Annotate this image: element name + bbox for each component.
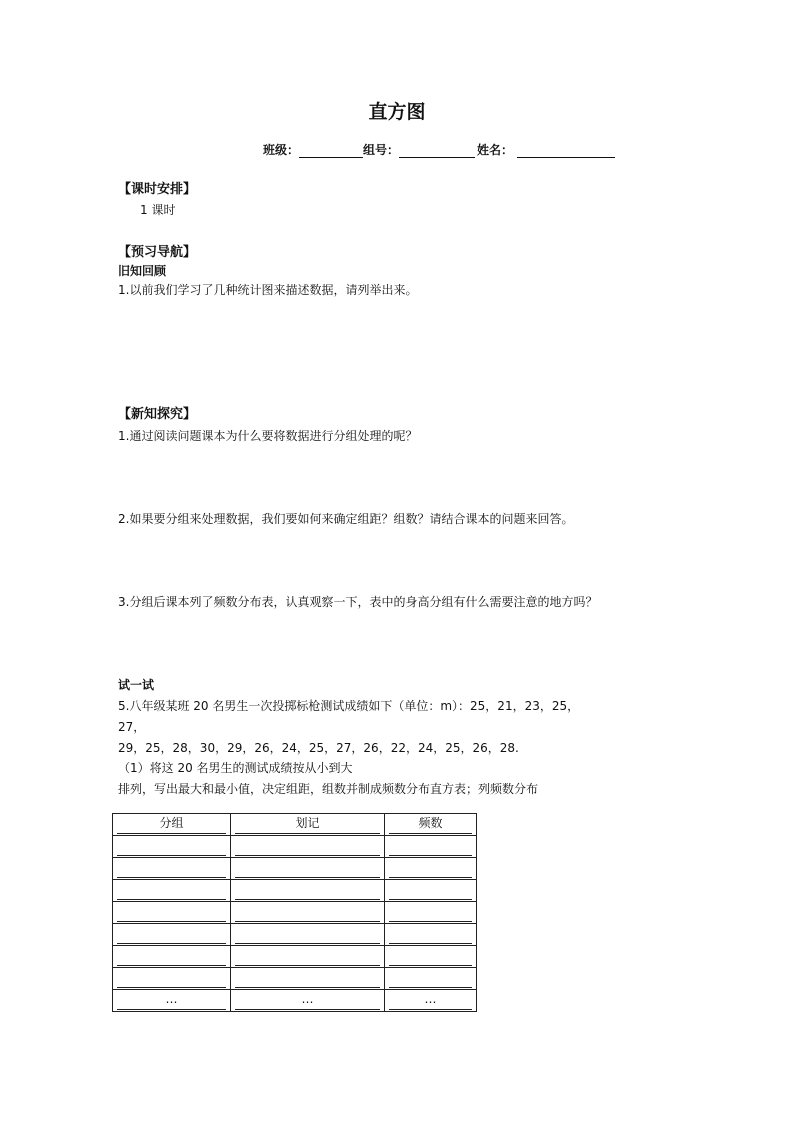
explore-question-2: 2.如果要分组来处理数据，我们要如何来确定组距？组数？请结合课本的问题来回答。 <box>118 512 574 526</box>
table-cell: … <box>113 990 231 1012</box>
table-cell-blank[interactable] <box>385 968 477 990</box>
preview-question-1: 1.以前我们学习了几种统计图来描述数据，请列举出来。 <box>118 283 418 297</box>
group-label: 组号： <box>363 143 400 157</box>
schedule-heading: 【课时安排】 <box>118 182 197 197</box>
table-cell-blank[interactable] <box>385 836 477 858</box>
name-label: 姓名： <box>477 143 514 157</box>
student-info-fields <box>263 141 615 158</box>
table-row-ellipsis <box>113 990 477 1012</box>
practice-line-2: 27， <box>118 720 146 734</box>
table-cell-blank[interactable] <box>231 946 385 968</box>
table-row <box>113 968 477 990</box>
group-blank[interactable] <box>399 143 475 158</box>
table-cell-blank[interactable] <box>231 924 385 946</box>
table-row <box>113 946 477 968</box>
table-cell: … <box>385 990 477 1012</box>
table-cell: … <box>231 990 385 1012</box>
column-header: 频数 <box>385 814 477 836</box>
review-subheading: 旧知回顾 <box>118 264 167 278</box>
column-header: 分组 <box>113 814 231 836</box>
name-blank[interactable] <box>517 143 615 158</box>
table-row <box>113 858 477 880</box>
practice-line-1: 5.八年级某班 20 名男生一次投掷标枪测试成绩如下（单位：m）：25，21，23，25， <box>118 699 580 713</box>
explore-question-3: 3.分组后课本列了频数分布表，认真观察一下，表中的身高分组有什么需要注意的地方吗？ <box>118 595 598 609</box>
table-cell-blank[interactable] <box>113 968 231 990</box>
page-title: 直方图 <box>368 101 426 123</box>
practice-line-4: （1）将这 20 名男生的测试成绩按从小到大 <box>118 761 353 775</box>
table-row <box>113 902 477 924</box>
table-cell-blank[interactable] <box>231 902 385 924</box>
table-header-row <box>113 814 477 836</box>
explore-question-1: 1.通过阅读问题课本为什么要将数据进行分组处理的呢？ <box>118 429 418 443</box>
preview-heading: 【预习导航】 <box>118 245 197 260</box>
table-cell-blank[interactable] <box>231 880 385 902</box>
class-label: 班级： <box>263 143 300 157</box>
table-cell-blank[interactable] <box>385 924 477 946</box>
table-cell-blank[interactable] <box>385 902 477 924</box>
table-cell-blank[interactable] <box>113 858 231 880</box>
class-blank[interactable] <box>299 143 363 158</box>
practice-line-3: 29，25，28，30，29，26，24，25，27，26，22，24，25，26，28. <box>118 741 519 755</box>
table-row <box>113 924 477 946</box>
table-cell-blank[interactable] <box>113 836 231 858</box>
table-cell-blank[interactable] <box>231 858 385 880</box>
column-header: 划记 <box>231 814 385 836</box>
table-cell-blank[interactable] <box>385 946 477 968</box>
frequency-table <box>112 813 477 1012</box>
explore-heading: 【新知探究】 <box>118 407 197 422</box>
table-cell-blank[interactable] <box>113 946 231 968</box>
table-cell-blank[interactable] <box>113 924 231 946</box>
table-cell-blank[interactable] <box>113 880 231 902</box>
table-row <box>113 836 477 858</box>
table-row <box>113 880 477 902</box>
practice-line-5: 排列，写出最大和最小值，决定组距，组数并制成频数分布直方表；列频数分布 <box>118 782 539 796</box>
schedule-text: 1 课时 <box>140 203 176 217</box>
table-cell-blank[interactable] <box>385 858 477 880</box>
table-cell-blank[interactable] <box>113 902 231 924</box>
practice-heading: 试一试 <box>118 678 155 692</box>
table-cell-blank[interactable] <box>231 836 385 858</box>
table-cell-blank[interactable] <box>231 968 385 990</box>
table-cell-blank[interactable] <box>385 880 477 902</box>
